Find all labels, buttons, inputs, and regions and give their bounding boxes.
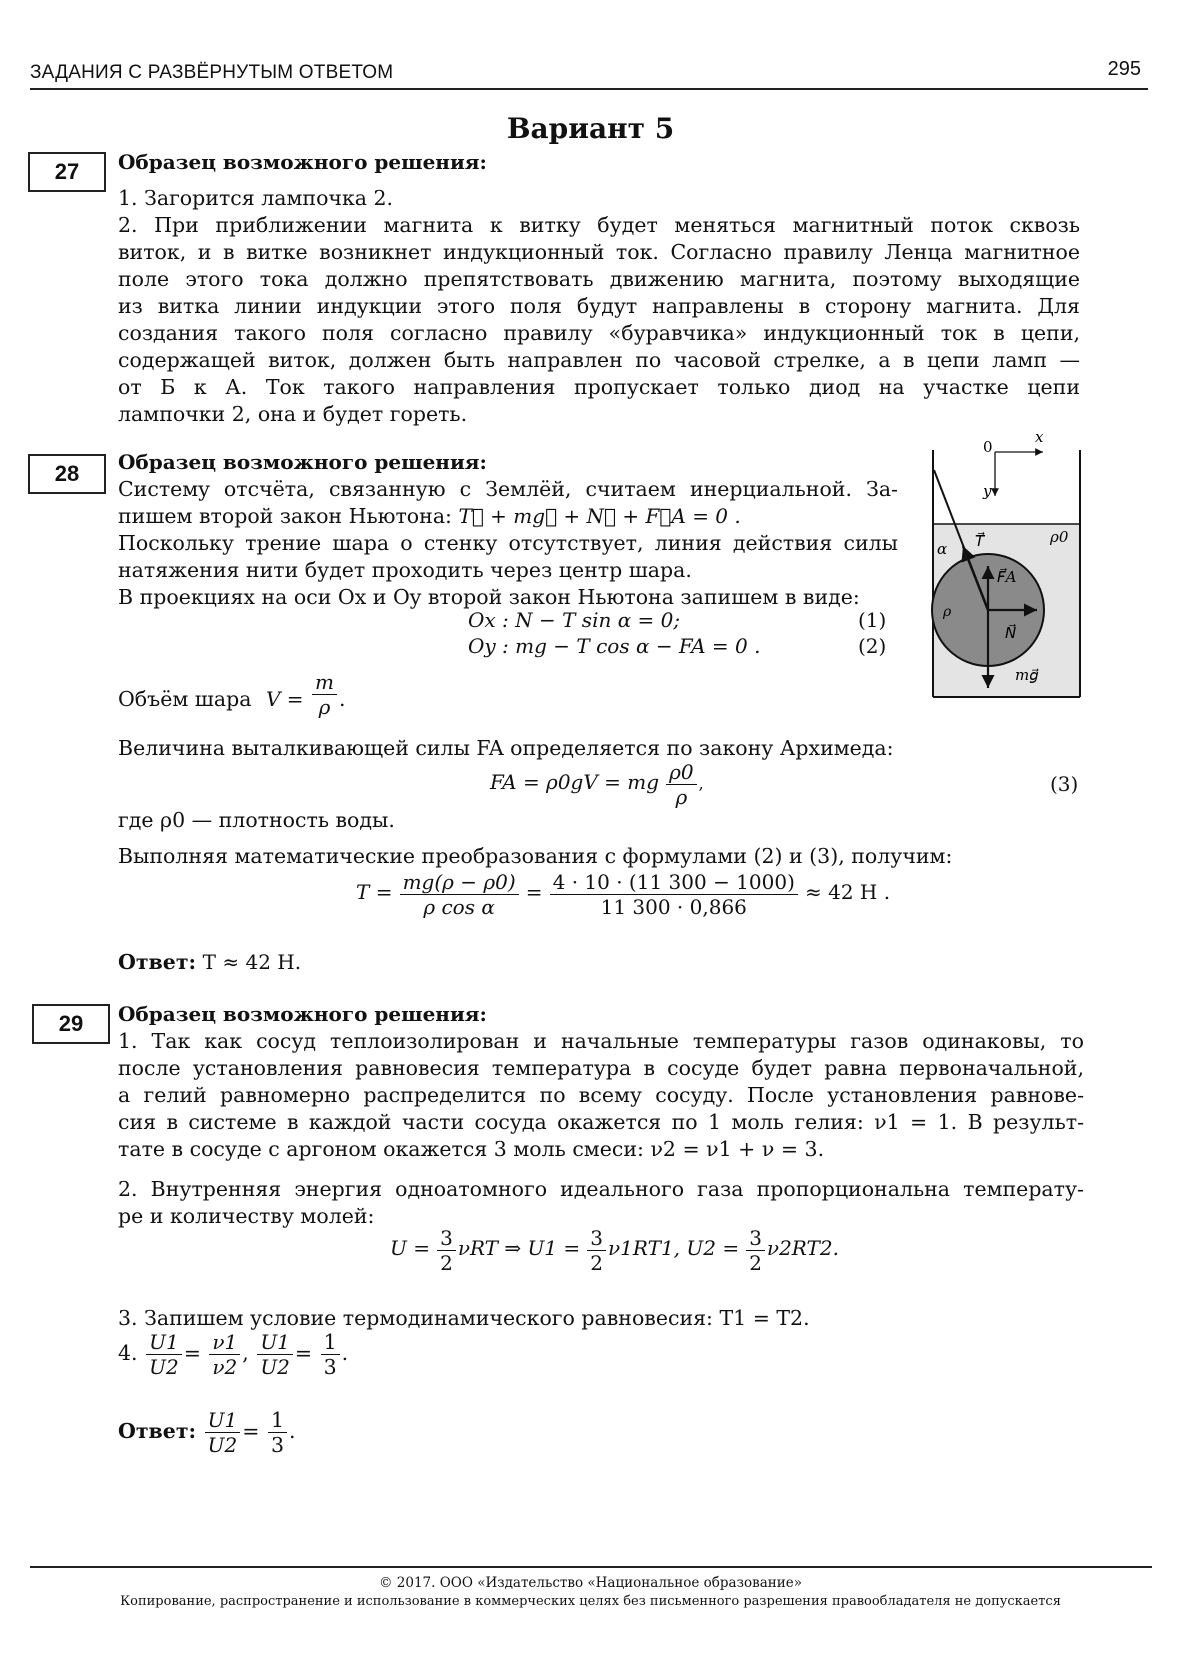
energy-frac-1 — [437, 1226, 456, 1275]
task27-line-1: 1. Загорится лампочка 2. — [118, 186, 394, 210]
volume-fraction — [312, 670, 337, 719]
ratio-u1-b: U1 — [257, 1330, 293, 1355]
step-4-label: 4. — [118, 1341, 138, 1365]
alpha-label: α — [937, 540, 948, 558]
task28-answer-label: Ответ: — [118, 950, 197, 974]
final-equation: T = $\frac{mg(\rho - \rho 0)}{\text{ρ cos α}}$ = $\frac{4 \cdot 10 \cdot (11 300 - 1000)}{11 300 \cdot 0,866}$ ≈ 42 Н . — [356, 870, 891, 919]
task29-paragraph-2 — [118, 1176, 1084, 1230]
origin-label: 0 — [983, 438, 993, 456]
page-title: Вариант 5 — [506, 112, 675, 145]
volume-numerator: m — [312, 670, 337, 695]
ratio-u2: U2 — [149, 1355, 179, 1379]
final-lhs: T = — [356, 880, 393, 904]
task28-heading: Образец возможного решения: — [118, 450, 487, 474]
final-numerator-2: 4 · 10 · (11 300 − 1000) — [550, 870, 798, 895]
task27-line-9: лампочки 2, она и будет гореть. — [118, 402, 468, 426]
buoyancy-label: F⃗A — [997, 568, 1017, 586]
task-number-29: 29 — [32, 1004, 110, 1044]
answer-u1: U1 — [205, 1408, 241, 1433]
task28-line-5: В проекциях на оси Ox и Oy второй закон Ньютона запишем в виде: — [118, 585, 860, 609]
task-number-27: 27 — [28, 152, 106, 192]
ratio-one-third — [321, 1330, 340, 1379]
equation-2: Oy : mg − T cos α − FA = 0 . — [468, 634, 761, 658]
energy-frac-3-num: 3 — [746, 1226, 765, 1251]
ball-in-water-figure — [925, 430, 1090, 705]
task29-paragraph-1 — [118, 1028, 1084, 1163]
answer-three: 3 — [270, 1433, 284, 1457]
footer-copyright: © 2017. ООО «Издательство «Национальное образование» — [378, 1575, 802, 1591]
task27-line-6: создания такого поля согласно правилу «буравчика» индукционный ток в цепи, — [118, 321, 1080, 345]
answer-u2: U2 — [207, 1433, 238, 1457]
energy-frac-2-num: 3 — [587, 1226, 606, 1251]
task29-line-6: 2. Внутренняя энергия одноатомного идеального газа пропорциональна температу- — [118, 1177, 1084, 1201]
energy-frac-1-den: 2 — [440, 1251, 453, 1275]
eq3-lhs: FA = ρ0gV = mg — [490, 770, 660, 794]
task27-heading: Образец возможного решения: — [118, 150, 487, 174]
energy-a: U = — [390, 1236, 430, 1260]
tension-label: T⃗ — [975, 532, 985, 550]
header-rule — [30, 88, 1148, 90]
archimedes-text: Величина выталкивающей силы FA определяется по закону Архимеда: — [118, 736, 894, 760]
answer-one: 1 — [268, 1408, 287, 1433]
rho-label: ρ — [943, 604, 952, 620]
task28-line-4: натяжения нити будет проходить через центр шара. — [118, 558, 692, 582]
eq3-numerator: ρ0 — [666, 760, 696, 785]
task28-intro — [118, 476, 898, 611]
task29-answer-label: Ответ: — [118, 1419, 197, 1443]
energy-frac-3 — [746, 1226, 765, 1275]
task28-answer — [118, 950, 301, 974]
ratio-u2-b: U2 — [260, 1355, 290, 1379]
transform-text: Выполняя математические преобразования с формулами (2) и (3), получим: — [118, 844, 953, 868]
volume-line: Объём шара V = $\frac{m}{\rho}$ . — [118, 670, 346, 719]
task29-line-5: тате в сосуде с аргоном окажется 3 моль смеси: ν2 = ν1 + ν = 3. — [118, 1137, 825, 1161]
newton-equation: T⃗ + mg⃗ + N⃗ + F⃗A = 0 . — [458, 504, 741, 528]
answer-one-third — [268, 1408, 287, 1457]
equation-1: Ox : N − T sin α = 0; — [468, 608, 681, 632]
energy-b: νRT ⇒ U1 = — [457, 1236, 581, 1260]
task27-line-7: содержащей виток, должен быть направлен по часовой стрелке, а в цепи ламп — — [118, 348, 1080, 372]
task27-line-5: из витка линии индукции этого поля будут направлены в сторону магнита. Для — [118, 294, 1080, 318]
equation-3-number: (3) — [1050, 772, 1079, 796]
task28-line-1: Системy отсчёта, связанную с Землёй, считаем инерциальной. За- — [118, 477, 898, 501]
task29-line-2: после установления равновесия температура в сосуде будет равна первоначальной, — [118, 1056, 1084, 1080]
rho0-label: ρ0 — [1050, 528, 1069, 546]
ratio-v2: ν2 — [212, 1355, 238, 1379]
task27-paragraph — [118, 212, 1080, 428]
ratio-one: 1 — [321, 1330, 340, 1355]
final-denominator-1: ρ cos α — [423, 895, 495, 919]
task28-line-3: Поскольку трение шара о стенку отсутствует, линия действия силы — [118, 531, 898, 555]
answer-u1-u2 — [205, 1408, 241, 1457]
energy-frac-1-num: 3 — [437, 1226, 456, 1251]
task27-line-3: виток, и в витке возникнет индукционный ток. Согласно правилу Ленца магнитное — [118, 240, 1080, 264]
energy-d: ν2RT2. — [766, 1236, 839, 1260]
volume-lhs: V = — [265, 687, 304, 711]
task28-line-2-text: пишем второй закон Ньютона: — [118, 504, 452, 528]
task28-line-2 — [118, 503, 898, 530]
task27-line-2: 2. При приближении магнита к витку будет меняться магнитный поток сквозь — [118, 213, 1080, 237]
final-fraction-2 — [550, 870, 798, 919]
task29-answer: Ответ: $\frac{U1}{U2}$ = $\frac{1}{3}$ . — [118, 1408, 296, 1457]
final-fraction-1 — [400, 870, 519, 919]
task28-answer-value: T ≈ 42 Н. — [202, 950, 302, 974]
equation-1-number: (1) — [858, 608, 887, 632]
normal-label: N⃗ — [1005, 624, 1017, 642]
footer-notice: Копирование, распространение и использование в коммерческих целях без письменного разрешения правообладателя не допускается — [120, 1594, 1061, 1609]
energy-frac-2 — [587, 1226, 606, 1275]
ratio-u1: U1 — [146, 1330, 182, 1355]
where-text: где ρ0 — плотность воды. — [118, 808, 395, 832]
x-axis-label: x — [1035, 430, 1044, 446]
ratio-u1-u2-b — [257, 1330, 293, 1379]
final-numerator-1: mg(ρ − ρ0) — [400, 870, 519, 895]
equation-3: FA = ρ0gV = mg $\frac{\rho 0}{\rho}$ , — [490, 760, 704, 809]
eq3-denominator: ρ — [675, 785, 688, 809]
final-result: ≈ 42 Н . — [804, 880, 891, 904]
task29-line-4: сия в системе в каждой части сосуда окажется по 1 моль гелия: ν1 = 1. В результ- — [118, 1110, 1084, 1134]
ratio-equation: 4. $\frac{U1}{U2}$ = $\frac{\nu 1}{\nu 2}$ , $\frac{U1}{U2}$ = $\frac{1}{3}$ . — [118, 1330, 349, 1379]
volume-text: Объём шара — [118, 687, 252, 711]
page-number: 295 — [1107, 58, 1141, 80]
gravity-label: mg⃗ — [1015, 666, 1039, 684]
equation-2-number: (2) — [858, 634, 887, 658]
final-denominator-2: 11 300 · 0,866 — [600, 895, 747, 919]
ratio-v1: ν1 — [209, 1330, 240, 1355]
energy-equation — [390, 1226, 839, 1275]
task29-line-7: ре и количеству молей: — [118, 1204, 375, 1228]
ratio-three: 3 — [323, 1355, 337, 1379]
section-header: ЗАДАНИЯ С РАЗВЁРНУТЫМ ОТВЕТОМ — [30, 62, 394, 83]
task-number-28: 28 — [28, 454, 106, 494]
eq3-fraction — [666, 760, 696, 809]
task29-line-8: 3. Запишем условие термодинамического равновесия: T1 = T2. — [118, 1306, 810, 1330]
task27-line-8: от Б к А. Ток такого направления пропускает только диод на участке цепи — [118, 375, 1080, 399]
task29-line-3: а гелий равномерно распределится по всему сосуду. После установления равнове- — [118, 1083, 1084, 1107]
ratio-v1-v2 — [209, 1330, 240, 1379]
volume-denominator: ρ — [318, 695, 331, 719]
energy-frac-3-den: 2 — [749, 1251, 762, 1275]
y-axis-label: y — [983, 482, 992, 500]
footer-rule — [30, 1566, 1152, 1568]
task27-line-4: поле этого тока должно препятствовать движению магнита, поэтому выходящие — [118, 267, 1080, 291]
energy-c: ν1RT1, U2 = — [608, 1236, 740, 1260]
task29-line-1: 1. Так как сосуд теплоизолирован и начальные температуры газов одинаковы, то — [118, 1029, 1084, 1053]
energy-frac-2-den: 2 — [590, 1251, 604, 1275]
ratio-u1-u2 — [146, 1330, 182, 1379]
task29-heading: Образец возможного решения: — [118, 1002, 487, 1026]
